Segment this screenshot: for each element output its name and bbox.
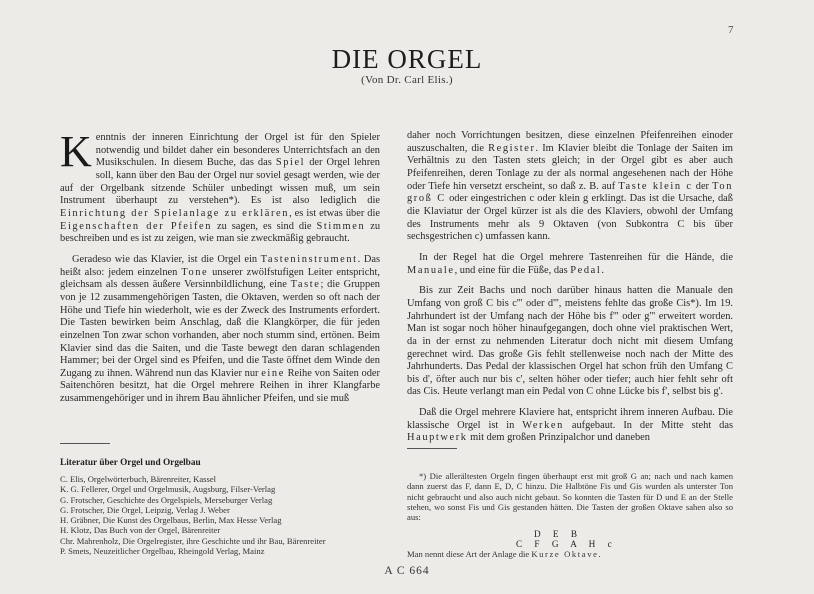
footnote bbox=[407, 471, 733, 522]
drop-cap: K bbox=[60, 127, 92, 176]
literature-item: G. Frotscher, Geschichte des Orgelspiels, Merseburger Verlag bbox=[60, 494, 273, 505]
short-octave-notes-lower: C F G A H c bbox=[516, 539, 617, 549]
footnote-text: *) Die allerältesten Orgeln fingen überhaupt erst mit groß G an; nach und nach kamen dann zuerst das F, dann E, D, C hinzu. Die Halbtöne Fis und Gis wurden als unterster Ton nicht gebraucht und also auch nicht gebaut. So konnten die Tasten für D und E an der Stelle stehen, wo sonst Fis und Gis gestanden hätten. Die Tasten der großen Oktave sahen also so aus: bbox=[407, 471, 733, 523]
literature-item: G. Frotscher, Die Orgel, Leipzig, Verlag J. Weber bbox=[60, 504, 230, 515]
literature-item: H. Klotz, Das Buch von der Orgel, Bärenreiter bbox=[60, 525, 221, 536]
left-paragraph-1: Kenntnis der inneren Einrichtung der Orgel ist für den Spieler notwendig und bildet daher ein besonderes Unterrichtsfach an den Musikschulen. In diesem Buche, das das Spiel der Orgel lehren soll, kann über den Bau der Orgel nur soviel gesagt werden, wie der auf der Orgelbank sitzende Schüler unbedingt wissen muß, um sein Instrument überhaupt zu verstehen*). Es ist also lediglich die Einrichtung der Spielanlage zu erklären, es ist etwas über die Eigenschaften der Pfeifen zu sagen, es sind die Stimmen zu beschreiben und es ist zu zeigen, wie man sie zweckmäßig gebraucht. bbox=[60, 127, 381, 245]
author-subtitle: (Von Dr. Carl Elis.) bbox=[361, 74, 453, 86]
left-column bbox=[60, 127, 381, 406]
literature-item: H. Gräbner, Die Kunst des Orgelbaus, Berlin, Max Hesse Verlag bbox=[60, 515, 282, 526]
page-title: DIE ORGEL bbox=[331, 44, 483, 74]
publisher-code: A C 664 bbox=[384, 565, 430, 577]
footnote-divider bbox=[407, 448, 457, 449]
literature-item: Chr. Mahrenholz, Die Orgelregister, ihre Geschichte und ihr Bau, Bärenreiter bbox=[60, 535, 326, 546]
literature-item: C. Elis, Orgelwörterbuch, Bärenreiter, Kassel bbox=[60, 474, 217, 484]
right-column bbox=[407, 130, 733, 445]
right-paragraph-2: In der Regel hat die Orgel mehrere Tastenreihen für die Hände, die Manuale, und eine für die Füße, das Pedal. bbox=[407, 251, 733, 276]
right-paragraph-1: daher noch Vorrichtungen besitzen, diese einzelnen Pfeifenreihen einoder auszuschalten, die Register. Im Klavier bleibt die Tonlage der Saiten im Verhältnis zu den Tasten stets gleich; in der Orgel gibt es aber auch Pfeifenreihen, deren Tonlage zu der als normal angesehenen nach der Höhe oder Tiefe hin versetzt erscheint, so daß z. B. auf Taste klein c der Ton groß C oder eingestrichen c oder klein g erklingt. Das ist die Ursache, daß die Klaviatur der Orgel kürzer ist als die des Klaviers, obwohl der Umfang des Instruments mehr als 9 Oktaven (von Subkontra C bis über sechsgestrichen c) umfassen kann. bbox=[407, 130, 733, 243]
page-number: 7 bbox=[728, 24, 734, 36]
short-octave-notes-upper: D E B bbox=[534, 529, 582, 539]
left-paragraph-2: Geradeso wie das Klavier, ist die Orgel ein Tasteninstrument. Das heißt also: jedem einzelnen Tone unserer zwölfstufigen Leiter entspricht, gleichsam als dessen äußere Versinnbildlichung, eine Taste; die Gruppen von je 12 zusammengehörigen Tasten, die Oktaven, werden so oft nach der Höhe und Tiefe hin wiederholt, wie es der Zweck des Instruments erfordert. Die Tasten bewirken beim Anschlag, daß die Klangkörper, die für jeden einzelnen Ton zwar schon vorhanden, aber noch stumm sind, ertönen. Beim Klavier sind das die Saiten, und die Taste bewegt den daran schlagenden Hammer; bei der Orgel sind es Pfeifen, und die Taste öffnet dem Winde den Zugang zu ihnen. Während nun das Klavier nur eine Reihe von Saiten oder Saitenchören besitzt, hat die Orgel mehrere Reihen in ihrer Klangfarbe zusammengehöriger und in ihrem Bau ähnlicher Pfeifen, und sie muß bbox=[60, 253, 380, 405]
literature-heading: Literatur über Orgel und Orgelbau bbox=[60, 458, 201, 468]
literature-item: P. Smets, Neuzeitlicher Orgelbau, Rheingold Verlag, Mainz bbox=[60, 546, 265, 557]
right-paragraph-4: Daß die Orgel mehrere Klaviere hat, entspricht ihrem inneren Aufbau. Die klassische Orgel ist in Werken aufgebaut. In der Mitte steht das Hauptwerk mit dem großen Prinzipalchor und daneben bbox=[407, 407, 733, 444]
literature-divider bbox=[60, 443, 110, 444]
literature-list bbox=[60, 474, 380, 556]
right-paragraph-3: Bis zur Zeit Bachs und noch darüber hinaus hatten die Manuale den Umfang von groß C bis c''' oder d''', meistens fehlte das große Cis*). Im 19. Jahrhundert ist der Umfang nach der Höhe bis f''' oder g''' erweitert worden. Man ist sogar noch höher hinaufgegangen, doch ohne viel praktischen Wert, da in der ernst zu nehmenden Literatur doch nicht mit diesem Umfang gerechnet wird. Das große Gis fehlt stellenweise noch nach der Mitte des Jahrhunderts. Das Pedal der klassischen Orgel hat schon früh den Umfang C bis d', öfter auch nur bis c', selten höher oder tiefer; auch hier fehlt sehr oft das Cis. Heute verlangt man ein Pedal von C ohne Lücke bis f', selbst bis g'. bbox=[407, 285, 733, 398]
footnote-last-line: Man nennt diese Art der Anlage die Kurze Oktave. bbox=[407, 549, 601, 559]
literature-item: K. G. Fellerer, Orgel und Orgelmusik, Augsburg, Filser-Verlag bbox=[60, 484, 276, 495]
